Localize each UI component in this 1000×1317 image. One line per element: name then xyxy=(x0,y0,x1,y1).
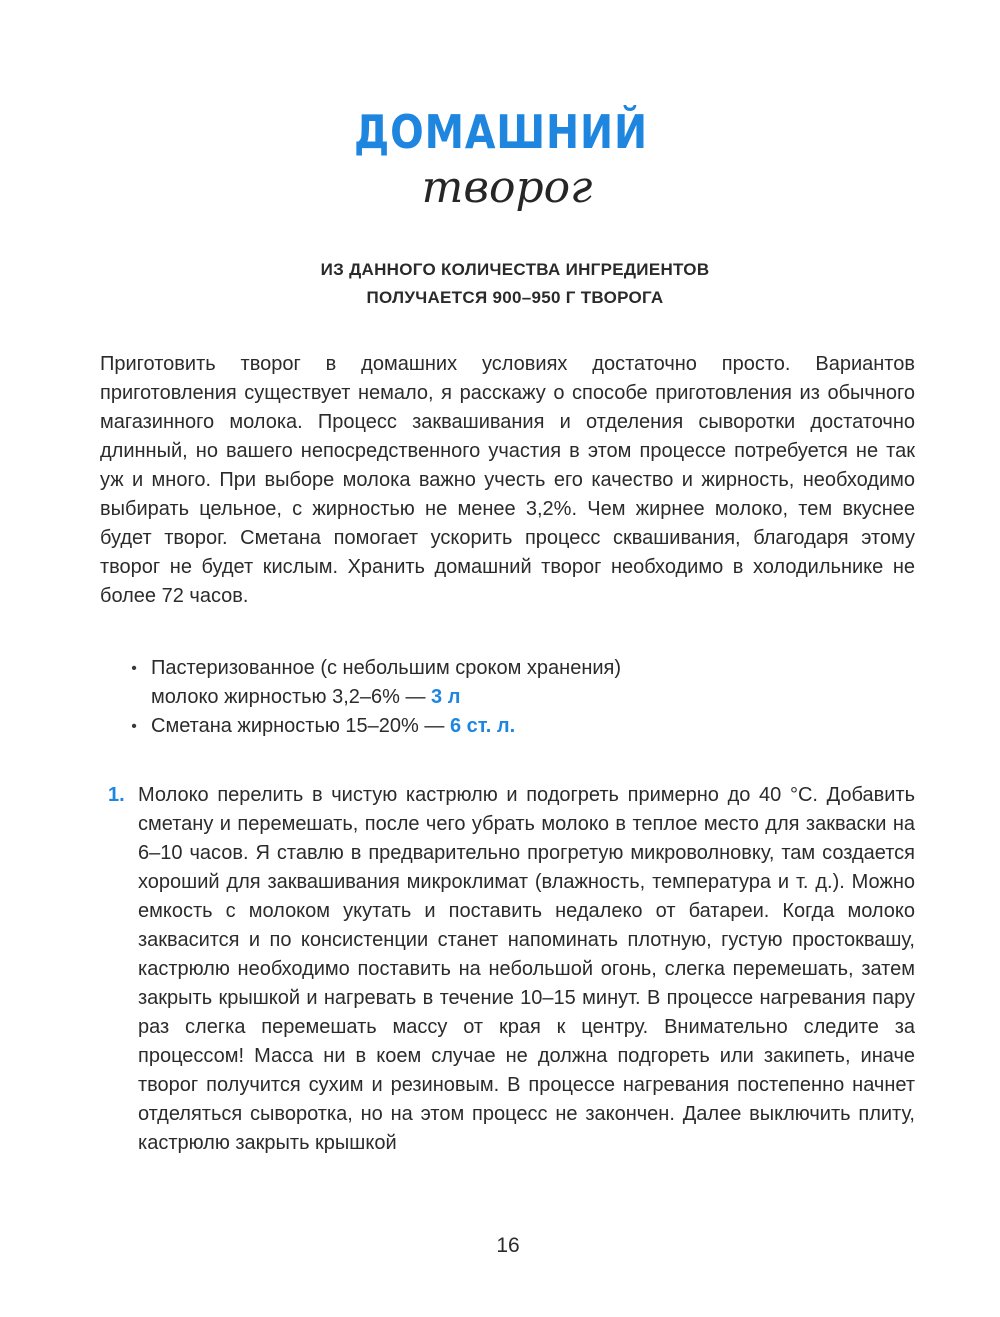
ingredient-item xyxy=(128,654,888,712)
intro-paragraph: Приготовить творог в домашних условиях достаточно просто. Вариантов приготовления существует немало, я расскажу о способе приготовления из обычного магазинного молока. Процесс заквашивания и отделения сыворотки достаточно длинный, но вашего непосредственного участия в этом процессе потребуется не так уж и много. При выборе молока важно учесть его качество и жирность, необходимо выбирать цельное, с жирностью не менее 3,2%. Чем жирнее молоко, тем вкуснее будет творог. Сметана помогает ускорить процесс сквашивания, благодаря этому творог не будет кислым. Хранить домашний творог необходимо в холодильнике не более 72 часов. xyxy=(100,353,915,607)
ingredient-description: Пастеризованное (с небольшим сроком хранения) xyxy=(151,657,622,679)
ingredient-amount: 3 л xyxy=(431,686,461,708)
recipe-subtitle: творог xyxy=(421,162,593,213)
step-list xyxy=(100,781,915,1158)
recipe-title: ДОМАШНИЙ xyxy=(354,105,648,159)
ingredient-amount: 6 ст. л. xyxy=(449,715,516,737)
yield-note xyxy=(0,256,1000,312)
bullet-icon: • xyxy=(131,660,137,677)
ingredient-description: Сметана жирностью 15–20% — xyxy=(151,715,450,737)
yield-note-line-2: ПОЛУЧАЕТСЯ 900–950 Г ТВОРОГА xyxy=(366,288,664,307)
step-text: Молоко перелить в чистую кастрюлю и подогреть примерно до 40 °С. Добавить сметану и перемешать, после чего убрать молоко в теплое место для закваски на 6–10 часов. Я ставлю в предварительно прогретую микроволновку, там создается хороший для заквашивания микроклимат (влажность, температура и т. д.). Можно емкость с молоком укутать и поставить недалеко от батареи. Когда молоко заквасится и по консистенции станет напоминать плотную, густую простоквашу, кастрюлю необходимо поставить на небольшой огонь, слегка перемешать, затем закрыть крышкой и нагревать в течение 10–15 минут. В процессе нагревания пару раз слегка перемешать массу от края к центру. Внимательно следите за процессом! Масса ни в коем случае не должна подгореть или закипеть, иначе творог получится сухим и резиновым. В процессе нагревания постепенно начнет отделяться сыворотка, но на этом процесс не закончен. Далее выключить плиту, кастрюлю закрыть крышкой xyxy=(138,784,915,1154)
ingredient-item xyxy=(128,712,888,741)
bullet-icon: • xyxy=(131,718,137,735)
yield-note-line-1: ИЗ ДАННОГО КОЛИЧЕСТВА ИНГРЕДИЕНТОВ xyxy=(320,260,710,279)
ingredient-description: молоко жирностью 3,2–6% — xyxy=(151,686,432,708)
step-item xyxy=(100,781,915,1158)
page-number: 16 xyxy=(496,1234,520,1257)
step-number: 1. xyxy=(108,784,125,806)
ingredient-list xyxy=(128,654,888,741)
